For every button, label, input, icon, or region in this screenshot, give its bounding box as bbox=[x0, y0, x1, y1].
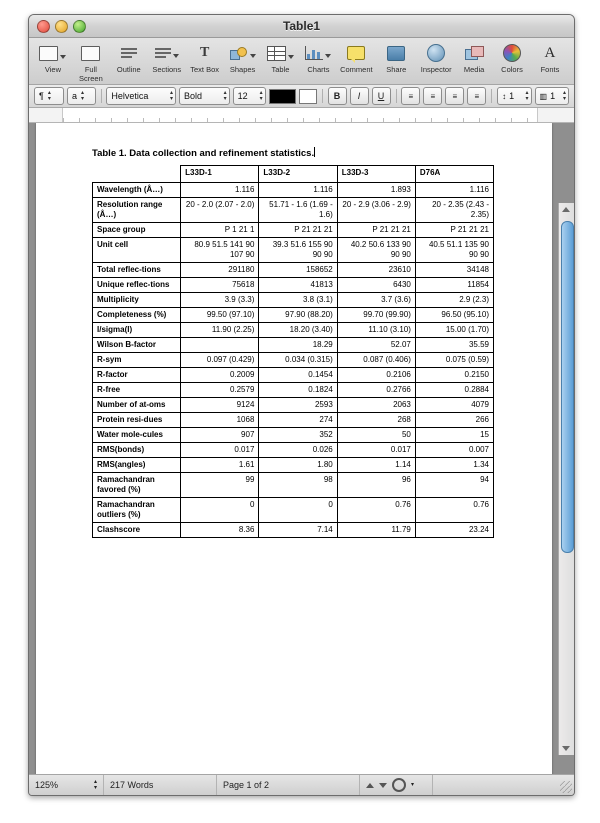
italic-button[interactable]: I bbox=[350, 87, 369, 105]
toolbar-button-fonts[interactable] bbox=[532, 40, 568, 74]
document-page[interactable] bbox=[36, 123, 552, 793]
row-label: RMS(angles) bbox=[93, 458, 181, 473]
list-style-select[interactable] bbox=[67, 87, 96, 105]
table-row[interactable] bbox=[93, 238, 494, 263]
cell: 11.79 bbox=[337, 523, 415, 538]
cell: 0.017 bbox=[337, 443, 415, 458]
cell: 15.00 (1.70) bbox=[415, 323, 493, 338]
divider bbox=[322, 89, 323, 103]
cell: 23610 bbox=[337, 263, 415, 278]
cell: 274 bbox=[259, 413, 337, 428]
cell: 2.9 (2.3) bbox=[415, 293, 493, 308]
zoom-control[interactable] bbox=[29, 775, 104, 795]
column-header-d76a: D76A bbox=[415, 166, 493, 183]
document-canvas[interactable] bbox=[29, 123, 574, 793]
table-row[interactable] bbox=[93, 308, 494, 323]
table-row[interactable] bbox=[93, 323, 494, 338]
cell bbox=[181, 338, 259, 353]
vertical-scrollbar[interactable] bbox=[558, 203, 574, 755]
cell: P 21 21 21 bbox=[337, 223, 415, 238]
cell: 0.097 (0.429) bbox=[181, 353, 259, 368]
cell: P 21 21 21 bbox=[415, 223, 493, 238]
text-cursor bbox=[314, 147, 315, 157]
cell: 0.2009 bbox=[181, 368, 259, 383]
toolbar-button-colors[interactable] bbox=[494, 40, 530, 74]
table-body bbox=[93, 183, 494, 538]
cell: 0.2766 bbox=[337, 383, 415, 398]
text-box-icon: T bbox=[199, 45, 210, 60]
cell: 20 - 2.35 (2.43 - 2.35) bbox=[415, 198, 493, 223]
cell: 0.017 bbox=[181, 443, 259, 458]
chevron-down-icon bbox=[288, 55, 294, 59]
sections-icon bbox=[155, 47, 171, 60]
cell: 0.007 bbox=[415, 443, 493, 458]
table-caption bbox=[92, 147, 524, 159]
cell: 18.29 bbox=[259, 338, 337, 353]
cell: 291180 bbox=[181, 263, 259, 278]
row-label: Protein resi-dues bbox=[93, 413, 181, 428]
toolbar-label-table: Table bbox=[271, 65, 290, 74]
divider bbox=[396, 89, 397, 103]
view-icon bbox=[39, 46, 58, 61]
chevron-updown-icon: ▴ ▾ bbox=[170, 90, 174, 102]
cell: 1.116 bbox=[415, 183, 493, 198]
table-row[interactable] bbox=[93, 523, 494, 538]
cell: 34148 bbox=[415, 263, 493, 278]
window-controls[interactable] bbox=[37, 20, 86, 33]
chevron-updown-icon: ▴ ▾ bbox=[223, 90, 227, 102]
center-align-icon: ≡ bbox=[430, 91, 436, 101]
table-row[interactable] bbox=[93, 413, 494, 428]
table-row[interactable] bbox=[93, 293, 494, 308]
table-row[interactable] bbox=[93, 183, 494, 198]
cell: 75618 bbox=[181, 278, 259, 293]
cell: 80.9 51.5 141 90 107 90 bbox=[181, 238, 259, 263]
row-label: Ramachandran outliers (%) bbox=[93, 498, 181, 523]
toolbar-label-share: Share bbox=[386, 65, 407, 74]
row-label: RMS(bonds) bbox=[93, 443, 181, 458]
cell: 0.2884 bbox=[415, 383, 493, 398]
table-row[interactable] bbox=[93, 473, 494, 498]
toolbar-button-media[interactable] bbox=[456, 40, 492, 74]
cell: 0.075 (0.59) bbox=[415, 353, 493, 368]
cell: 7.14 bbox=[259, 523, 337, 538]
toolbar-label-charts: Charts bbox=[307, 65, 330, 74]
cell: 6430 bbox=[337, 278, 415, 293]
cell: 9124 bbox=[181, 398, 259, 413]
word-count: 217 Words bbox=[104, 775, 217, 795]
toolbar bbox=[29, 38, 574, 85]
gear-icon[interactable] bbox=[392, 778, 406, 792]
table-corner-cell bbox=[93, 166, 181, 183]
text-color-swatch[interactable] bbox=[269, 89, 296, 104]
toolbar-button-view[interactable] bbox=[35, 40, 71, 74]
next-page-icon[interactable] bbox=[379, 783, 387, 788]
column-header-l33d-2: L33D-2 bbox=[259, 166, 337, 183]
table-row[interactable] bbox=[93, 338, 494, 353]
justify-align-icon: ≡ bbox=[474, 91, 480, 101]
colors-icon bbox=[503, 44, 521, 62]
table-row[interactable] bbox=[93, 278, 494, 293]
chevron-updown-icon: ▴ ▾ bbox=[525, 90, 529, 102]
toolbar-label-text-box: Text Box bbox=[190, 65, 220, 74]
paragraph-style-value: ¶ bbox=[39, 91, 44, 101]
font-family-value: Helvetica bbox=[111, 91, 149, 101]
cell: 1.14 bbox=[337, 458, 415, 473]
cell: 0.034 (0.315) bbox=[259, 353, 337, 368]
paragraph-style-select[interactable] bbox=[34, 87, 64, 105]
chevron-updown-icon: ▴ ▾ bbox=[81, 90, 85, 102]
row-label: Clashscore bbox=[93, 523, 181, 538]
align-left-button[interactable] bbox=[401, 87, 420, 105]
cell: 40.5 51.1 135 90 90 90 bbox=[415, 238, 493, 263]
cell: 1.116 bbox=[259, 183, 337, 198]
cell: 11.10 (3.10) bbox=[337, 323, 415, 338]
cell: 1.34 bbox=[415, 458, 493, 473]
font-style-value: Bold bbox=[184, 91, 203, 101]
row-label: Total reflec-tions bbox=[93, 263, 181, 278]
comment-icon bbox=[347, 46, 365, 60]
toolbar-label-comment: Comment bbox=[340, 65, 373, 74]
line-spacing-value: 1 bbox=[509, 91, 515, 101]
cell: 907 bbox=[181, 428, 259, 443]
table-row[interactable] bbox=[93, 353, 494, 368]
cell: 1068 bbox=[181, 413, 259, 428]
table-row[interactable] bbox=[93, 458, 494, 473]
cell: 3.7 (3.6) bbox=[337, 293, 415, 308]
cell: 3.9 (3.3) bbox=[181, 293, 259, 308]
toolbar-button-share[interactable] bbox=[378, 40, 414, 74]
vertical-scrollbar-thumb[interactable] bbox=[561, 221, 574, 553]
row-label: Unique reflec-tions bbox=[93, 278, 181, 293]
scroll-up-icon[interactable] bbox=[562, 207, 570, 212]
toolbar-button-table[interactable] bbox=[263, 40, 299, 74]
table-header-row bbox=[93, 166, 494, 183]
toolbar-label-inspector: Inspector bbox=[420, 65, 452, 74]
cell: 98 bbox=[259, 473, 337, 498]
cell: 2063 bbox=[337, 398, 415, 413]
chevron-updown-icon: ▴ ▾ bbox=[47, 90, 51, 102]
chevron-down-icon bbox=[173, 54, 179, 58]
cell: P 21 21 21 bbox=[259, 223, 337, 238]
row-label: R-factor bbox=[93, 368, 181, 383]
cell: 39.3 51.6 155 90 90 90 bbox=[259, 238, 337, 263]
toolbar-button-inspector[interactable] bbox=[418, 40, 454, 74]
font-family-select[interactable] bbox=[106, 87, 176, 105]
cell: 268 bbox=[337, 413, 415, 428]
table-caption-text: Table 1. Data collection and refinement statistics. bbox=[92, 148, 315, 159]
row-label: Wilson B-factor bbox=[93, 338, 181, 353]
table-row[interactable] bbox=[93, 198, 494, 223]
font-size-value: 12 bbox=[237, 91, 248, 101]
row-label: R-free bbox=[93, 383, 181, 398]
toolbar-button-charts[interactable] bbox=[300, 40, 336, 74]
toolbar-button-text-box[interactable] bbox=[187, 40, 223, 74]
font-style-select[interactable] bbox=[179, 87, 230, 105]
cell: 18.20 (3.40) bbox=[259, 323, 337, 338]
line-spacing-icon: ↕ bbox=[502, 91, 507, 101]
table-icon bbox=[267, 46, 286, 61]
cell: 1.61 bbox=[181, 458, 259, 473]
row-label: Completeness (%) bbox=[93, 308, 181, 323]
chevron-updown-icon: ▴ ▾ bbox=[93, 779, 97, 791]
share-icon bbox=[387, 46, 405, 61]
toolbar-label-sections: Sections bbox=[152, 65, 182, 74]
cell: 50 bbox=[337, 428, 415, 443]
row-label: Space group bbox=[93, 223, 181, 238]
cell: 0.087 (0.406) bbox=[337, 353, 415, 368]
cell: 11.90 (2.25) bbox=[181, 323, 259, 338]
full-screen-icon bbox=[81, 46, 100, 61]
cell: 40.2 50.6 133 90 90 90 bbox=[337, 238, 415, 263]
cell: 0.2579 bbox=[181, 383, 259, 398]
ruler[interactable] bbox=[29, 108, 574, 123]
toolbar-button-shapes[interactable] bbox=[225, 40, 261, 74]
fonts-icon: A bbox=[544, 44, 556, 61]
cell: 99.50 (97.10) bbox=[181, 308, 259, 323]
charts-icon bbox=[305, 46, 323, 60]
resize-grip[interactable] bbox=[560, 781, 572, 793]
toolbar-button-full-screen[interactable] bbox=[73, 40, 109, 83]
zoom-button[interactable] bbox=[73, 20, 86, 33]
row-label: R-sym bbox=[93, 353, 181, 368]
table-row[interactable] bbox=[93, 443, 494, 458]
right-align-icon: ≡ bbox=[452, 91, 458, 101]
table-row[interactable] bbox=[93, 398, 494, 413]
status-bar bbox=[29, 774, 574, 795]
chevron-down-icon: ▾ bbox=[411, 782, 415, 788]
row-label: Unit cell bbox=[93, 238, 181, 263]
cell: 0.76 bbox=[337, 498, 415, 523]
cell: 0.1824 bbox=[259, 383, 337, 398]
title-bar[interactable] bbox=[29, 15, 574, 38]
row-label: Ramachandran favored (%) bbox=[93, 473, 181, 498]
column-header-l33d-3: L33D-3 bbox=[337, 166, 415, 183]
toolbar-label-colors: Colors bbox=[501, 65, 523, 74]
cell: 99 bbox=[181, 473, 259, 498]
toolbar-label-view: View bbox=[44, 65, 62, 74]
fill-color-swatch[interactable] bbox=[299, 89, 317, 104]
cell: 96 bbox=[337, 473, 415, 498]
table-header bbox=[93, 166, 494, 183]
row-label: Number of at-oms bbox=[93, 398, 181, 413]
toolbar-label-shapes: Shapes bbox=[229, 65, 256, 74]
toolbar-label-fonts: Fonts bbox=[540, 65, 560, 74]
cell: 0.1454 bbox=[259, 368, 337, 383]
page-navigation[interactable] bbox=[360, 775, 433, 795]
cell: 41813 bbox=[259, 278, 337, 293]
toolbar-label-full-screen: Full Screen bbox=[79, 65, 103, 83]
toolbar-button-outline[interactable] bbox=[111, 40, 147, 74]
cell: P 1 21 1 bbox=[181, 223, 259, 238]
line-spacing-select[interactable] bbox=[497, 87, 531, 105]
cell: 20 - 2.0 (2.07 - 2.0) bbox=[181, 198, 259, 223]
cell: 52.07 bbox=[337, 338, 415, 353]
cell: 1.116 bbox=[181, 183, 259, 198]
cell: 20 - 2.9 (3.06 - 2.9) bbox=[337, 198, 415, 223]
cell: 158652 bbox=[259, 263, 337, 278]
cell: 0 bbox=[259, 498, 337, 523]
format-bar bbox=[29, 85, 574, 108]
table-row[interactable] bbox=[93, 223, 494, 238]
outline-icon bbox=[121, 47, 137, 60]
cell: 2593 bbox=[259, 398, 337, 413]
inspector-icon bbox=[427, 44, 445, 62]
toolbar-button-sections[interactable] bbox=[149, 40, 185, 74]
ruler-track[interactable] bbox=[62, 108, 538, 122]
page-content bbox=[36, 123, 552, 538]
media-icon bbox=[465, 46, 483, 60]
row-label: Wavelength (Å…) bbox=[93, 183, 181, 198]
cell: 0 bbox=[181, 498, 259, 523]
font-size-select[interactable] bbox=[233, 87, 266, 105]
cell: 0.2150 bbox=[415, 368, 493, 383]
table-row[interactable] bbox=[93, 498, 494, 523]
cell: 0.2106 bbox=[337, 368, 415, 383]
cell: 3.8 (3.1) bbox=[259, 293, 337, 308]
zoom-value: 125% bbox=[35, 780, 59, 790]
underline-button[interactable]: U bbox=[372, 87, 391, 105]
cell: 1.893 bbox=[337, 183, 415, 198]
columns-icon: ▥ bbox=[539, 91, 548, 101]
chevron-updown-icon: ▴ ▾ bbox=[562, 90, 566, 102]
close-button[interactable] bbox=[37, 20, 50, 33]
toolbar-label-media: Media bbox=[463, 65, 485, 74]
document-window bbox=[28, 14, 575, 796]
cell: 51.71 - 1.6 (1.69 - 1.6) bbox=[259, 198, 337, 223]
left-align-icon: ≡ bbox=[408, 91, 414, 101]
cell: 4079 bbox=[415, 398, 493, 413]
align-justify-button[interactable] bbox=[467, 87, 486, 105]
toolbar-button-comment[interactable] bbox=[338, 40, 374, 74]
cell: 1.80 bbox=[259, 458, 337, 473]
divider bbox=[101, 89, 102, 103]
scroll-down-icon[interactable] bbox=[562, 746, 570, 751]
window-title: Table1 bbox=[282, 19, 321, 33]
row-label: Water mole-cules bbox=[93, 428, 181, 443]
cell: 15 bbox=[415, 428, 493, 443]
previous-page-icon[interactable] bbox=[366, 783, 374, 788]
cell: 23.24 bbox=[415, 523, 493, 538]
cell: 96.50 (95.10) bbox=[415, 308, 493, 323]
table-row[interactable] bbox=[93, 368, 494, 383]
divider bbox=[491, 89, 492, 103]
cell: 97.90 (88.20) bbox=[259, 308, 337, 323]
table-row[interactable] bbox=[93, 428, 494, 443]
chevron-updown-icon: ▴ ▾ bbox=[259, 90, 263, 102]
columns-select[interactable] bbox=[535, 87, 569, 105]
chevron-down-icon bbox=[325, 54, 331, 58]
row-label: Resolution range (Å…) bbox=[93, 198, 181, 223]
status-bar-filler bbox=[433, 775, 574, 795]
columns-value: 1 bbox=[550, 91, 556, 101]
statistics-table[interactable] bbox=[92, 165, 494, 538]
bold-button[interactable]: B bbox=[328, 87, 347, 105]
chevron-down-icon bbox=[250, 54, 256, 58]
row-label: Multiplicity bbox=[93, 293, 181, 308]
cell: 99.70 (99.90) bbox=[337, 308, 415, 323]
table-row[interactable] bbox=[93, 263, 494, 278]
list-style-value: a bbox=[72, 91, 78, 101]
row-label: I/sigma(I) bbox=[93, 323, 181, 338]
align-center-button[interactable] bbox=[423, 87, 442, 105]
cell: 8.36 bbox=[181, 523, 259, 538]
cell: 11854 bbox=[415, 278, 493, 293]
page-indicator: Page 1 of 2 bbox=[217, 775, 360, 795]
shapes-icon bbox=[230, 47, 248, 60]
column-header-l33d-1: L33D-1 bbox=[181, 166, 259, 183]
cell: 35.59 bbox=[415, 338, 493, 353]
chevron-down-icon bbox=[60, 55, 66, 59]
toolbar-label-outline: Outline bbox=[116, 65, 141, 74]
align-right-button[interactable] bbox=[445, 87, 464, 105]
cell: 266 bbox=[415, 413, 493, 428]
cell: 0.76 bbox=[415, 498, 493, 523]
cell: 94 bbox=[415, 473, 493, 498]
cell: 352 bbox=[259, 428, 337, 443]
table-row[interactable] bbox=[93, 383, 494, 398]
minimize-button[interactable] bbox=[55, 20, 68, 33]
cell: 0.026 bbox=[259, 443, 337, 458]
